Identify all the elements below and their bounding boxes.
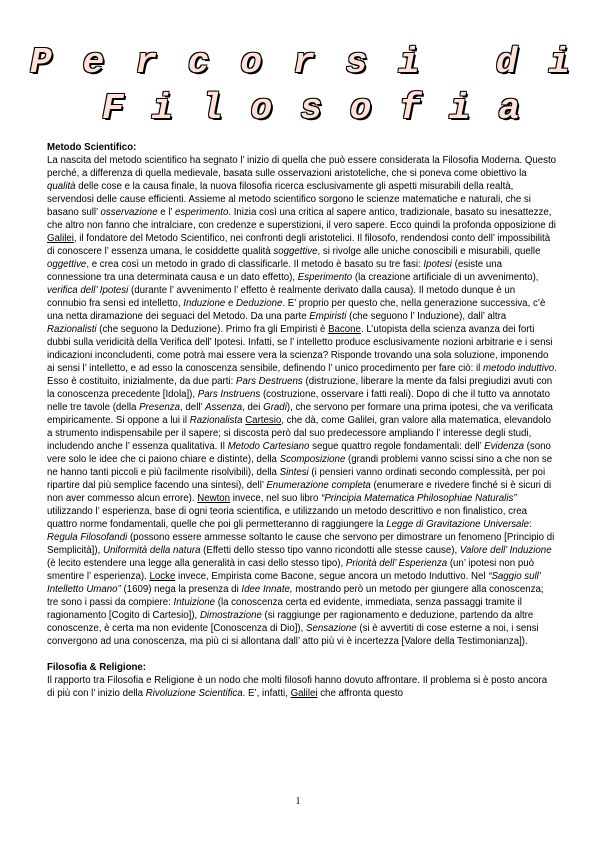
title-letter: o bbox=[240, 42, 262, 83]
title-letter: o bbox=[250, 88, 273, 129]
name-link: Bacone bbox=[328, 324, 361, 335]
title-letter: o bbox=[349, 88, 372, 129]
title-letter: P bbox=[30, 42, 52, 83]
name-link: Locke bbox=[149, 571, 176, 582]
title-letter: F bbox=[102, 88, 124, 129]
name-link: Newton bbox=[197, 493, 231, 504]
section-heading-religione: Filosofia & Religione: bbox=[47, 662, 147, 673]
title-letter: a bbox=[498, 88, 520, 129]
section-paragraph-metodo: La nascita del metodo scientifico ha segnato l’ inizio di quella che può essere considerata la Filosofia Moderna. Questo perché, a differenza di quella medievale, basata sulle osservazioni aristoteliche, che si poneva come obiettivo la qualità delle cose e la causa finale, la nuova filosofia ricerca esclusivamente gli aspetti misurabili della realtà, servendosi delle cause efficienti. Assieme al metodo scientifico sorgono le scienze matematiche e naturali, che si basano sull’ osservazione e l’ esperimento. Inizia così una critica al sapere antico, tradizionale, basato su inesattezze, che altro non fanno che intralciare, con credenze e superstizioni, il vero sapere. Ecco quindi la profonda opposizione di Galilei, il fondatore del Metodo Scientifico, nei confronti degli aristotelici. Il filosofo, rendendosi conto dell’ impossibilità di conoscere l’ essenza umana, le cosiddette qualità soggettive, si rivolge alle uniche conoscibili e misurabili, quelle oggettive, e crea così un metodo in grado di classificarle. Il metodo è basato su tre fasi: Ipotesi (esiste una connessione tra una determinata causa e un dato effetto), Esperimento (la creazione artificiale di un avvenimento), verifica dell’ Ipotesi (durante l’ avvenimento l’ effetto è realmente derivato dalla causa). Il metodo dunque è un connubio fra sensi ed intelletto, Induzione e Deduzione. E’ proprio per questo che, nella generazione successiva, c’è una netta diramazione dei seguaci del Metodo. Da una parte Empiristi (che seguono l’ Induzione), dall’ altra Razionalisti (che seguono la Deduzione). Primo fra gli Empiristi è Bacone. L’utopista della scienza avanza dei forti dubbi sulla veridicità della Verifica dell’ Ipotesi. Infatti, se l’ intelletto produce esclusivamente nozioni arbitrarie e i sensi indicazioni inconcludenti, come potrà mai essere vera la scienza? Risponde trovando una sola soluzione, imponendo ai sensi l’ intelletto, e ad esso la conoscenza sensibile, definendo l’ unico procedimento per fare ciò: il metodo induttivo. Esso è costituito, inizialmente, da due parti: Pars Destruens (distruzione, liberare la mente da falsi pregiudizi avuti con la conoscenza precedente [Idola]), Pars Instruens (costruzione, osservare i fatti reali). Dopo di che il tutto va annotato nelle tre tavole (della Presenza, dell’ Assenza, dei Gradi), che servono per formare una prima ipotesi, che va verificata empiricamente. Si oppone a lui il Razionalista Cartesio, che dà, come Galilei, gran valore alla matematica, elevandolo a strumento indispensabile per il sapere; si discosta però dal suo predecessore ampliando l’ interesse degli studi, includendo anche l’ essenza qualitativa. Il Metodo Cartesiano segue quattro regole fondamentali: dell’ Evidenza (sono vere solo le idee che ci paiono chiare e distinte), della Scomposizione (grandi problemi vanno scissi sino a che non se ne hanno tanti piccoli e più facilmente risolvibili), della Sintesi (i pensieri vanno ordinati secondo complessità, per poi ripartire dal più semplice facendo una sintesi), dell’ Enumerazione completa (enumerare e rivedere finché si è sicuri di non aver commesso alcun errore). Newton invece, nel suo libro “Principia Matematica Philosophiae Naturalis” utilizzando l’ esperienza, base di ogni teoria scientifica, e utilizzando un metodo descrittivo e non finalistico, crea quattro norme fondamentali, quelle che poi gli permetteranno di raggiungere la Legge di Gravitazione Universale: Regula Filosofandi (possono essere ammesse soltanto le cause che servono per dimostrare un fenomeno [Principio di Semplicità]), Uniformità della natura (Effetti dello stesso tipo vanno ricondotti alle stesse cause), Valore dell’ Induzione (è lecito estendere una legge alla generalità in casi dello stesso tipo), Priorità dell’ Esperienza (un’ ipotesi non può smentire l’ esperienza). Locke invece, Empirista come Bacone, segue ancora un metodo Induttivo. Nel “Saggio sull’ Intelletto Umano” (1609) nega la presenza di Idee Innate, mostrando però un metodo per giungere alla conoscenza; tre sono i passi da compiere: Intuizione (la conoscenza certa ed evidente, immediata, senza passaggi tramite il ragionamento [Cogito di Cartesio]), Dimostrazione (si raggiunge per ragionamento e deduzione, partendo da altre conoscenze, è certa ma non evidente [Conoscenza di Dio]), Sensazione (si è avvertiti di cose esterne a noi, i sensi convergono ad una conoscenza, ma più ci si allontana dall’ atto più vi è incertezza [Valore della Testimonianza]). bbox=[47, 155, 557, 647]
section-paragraph-religione: Il rapporto tra Filosofia e Religione è un nodo che molti filosofi hanno dovuto affrontare. Il problema si è posto ancora di più con l’ inizio della Rivoluzione Scientifica. E’, infatti, Galilei che affronta questo bbox=[47, 675, 548, 699]
title-letter: i bbox=[448, 88, 471, 129]
title-letter: e bbox=[82, 42, 105, 83]
title-letter: i bbox=[151, 88, 174, 129]
name-link: Cartesio bbox=[245, 415, 282, 426]
title-letter: s bbox=[300, 88, 322, 129]
title-letter: r bbox=[135, 42, 157, 83]
title-line-2 bbox=[30, 86, 570, 132]
title-letter: i bbox=[548, 42, 570, 83]
section-heading-metodo: Metodo Scientifico: bbox=[47, 142, 137, 153]
title-letter: c bbox=[187, 42, 210, 83]
name-link: Galilei bbox=[47, 233, 74, 244]
title-letter: s bbox=[345, 42, 368, 83]
page-number: 1 bbox=[295, 796, 301, 807]
title-line-1 bbox=[30, 40, 570, 86]
title-letter: f bbox=[399, 88, 421, 129]
title-letter: i bbox=[398, 42, 420, 83]
document-title bbox=[30, 40, 570, 132]
title-letter: r bbox=[292, 42, 315, 83]
document-body bbox=[47, 141, 557, 700]
name-link: Galilei bbox=[290, 688, 318, 699]
title-letter: l bbox=[201, 88, 223, 129]
title-letter: d bbox=[495, 42, 518, 83]
